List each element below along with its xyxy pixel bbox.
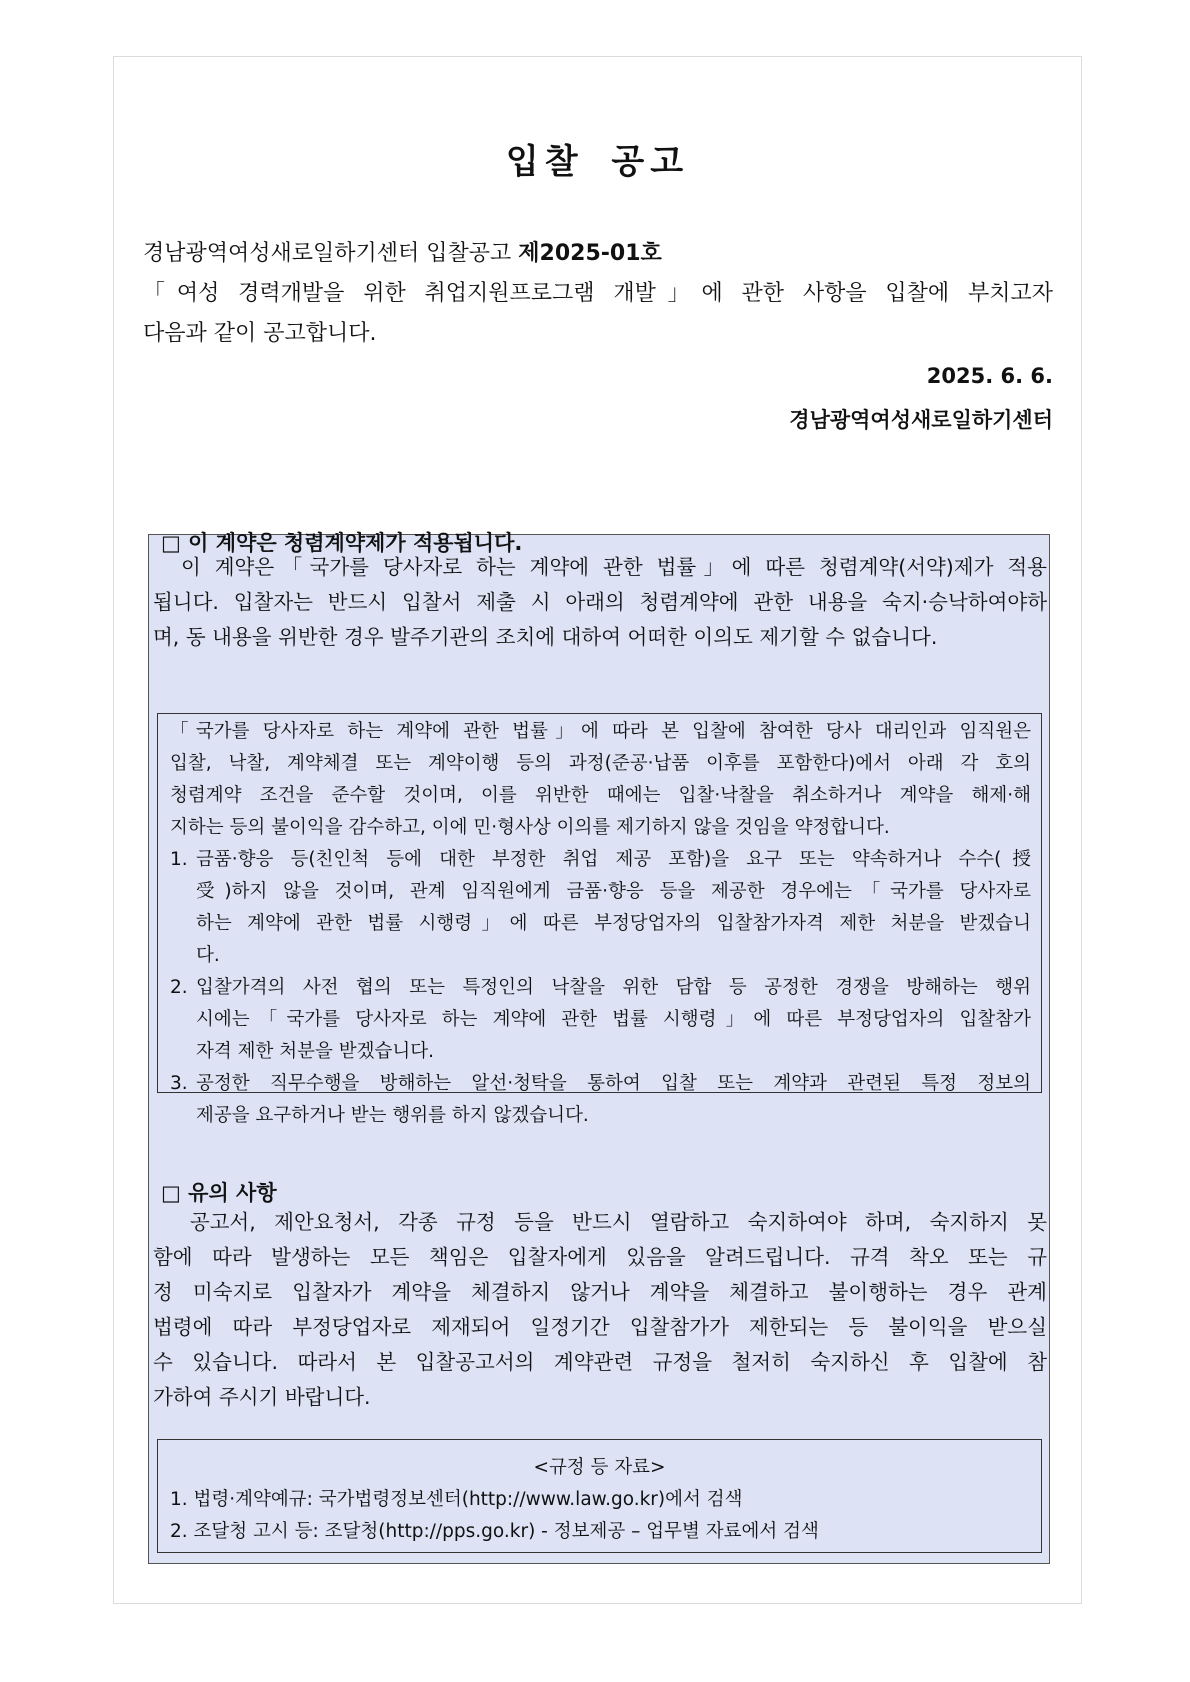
pledge-item-line: 제공을 요구하거나 받는 행위를 하지 않겠습니다. — [196, 1105, 589, 1126]
integrity-body — [153, 550, 1047, 655]
pledge-item-line: 하는 계약에 관한 법률 시행령」에 따른 부정당업자의 입찰참가자격 제한 처분을 받겠습니 — [196, 913, 1031, 934]
announcement-date: 2025. 6. 6. — [926, 364, 1053, 388]
issuing-organization: 경남광역여성새로일하기센터 — [789, 408, 1053, 432]
pledge-item-3 — [170, 1068, 1031, 1132]
reference-item-1: 1. 법령·계약예규: 국가법령정보센터(http://www.law.go.kr)에서 검색 — [170, 1489, 743, 1510]
reference-item-2: 2. 조달청 고시 등: 조달청(http://pps.go.kr) - 정보제공 – 업무별 자료에서 검색 — [170, 1521, 819, 1542]
pledge-item-line: 다. — [196, 945, 220, 966]
pledge-item-number: 3. — [170, 1073, 188, 1094]
page-title: 입찰 공고 — [505, 142, 690, 182]
notice-line-2: 함에 따라 발생하는 모든 책임은 입찰자에게 있음을 알려드립니다. 규격 착오 또는 규 — [153, 1245, 1047, 1269]
pledge-item-line: 공정한 직무수행을 방해하는 알선·청탁을 통하여 입찰 또는 계약과 관련된 특정 정보의 — [196, 1073, 1031, 1094]
announcement-number: 제2025-01호 — [518, 241, 662, 266]
notice-line-6: 가하여 주시기 바랍니다. — [153, 1385, 371, 1409]
announcement-intro — [143, 234, 1053, 354]
pledge-paragraph — [158, 714, 1041, 844]
info-box — [148, 531, 1050, 1564]
pledge-item-number: 1. — [170, 849, 188, 870]
pledge-item-line: 受)하지 않을 것이며, 관계 임직원에게 금품·향응 등을 제공한 경우에는「국가를 당사자로 — [196, 881, 1031, 902]
intro-line-1 — [143, 234, 1053, 274]
references-title: <규정 등 자료> — [533, 1457, 666, 1478]
intro-line-2: 「여성 경력개발을 위한 취업지원프로그램 개발」에 관한 사항을 입찰에 부치고자 — [143, 281, 1053, 306]
pledge-list — [158, 844, 1041, 1132]
integrity-line-2: 됩니다. 입찰자는 반드시 입찰서 제출 시 아래의 청렴계약에 관한 내용을 숙지·승낙하여야하 — [153, 590, 1047, 614]
pledge-item-line: 시에는「국가를 당사자로 하는 계약에 관한 법률 시행령」에 따른 부정당업자의 입찰참가 — [196, 1009, 1031, 1030]
integrity-pledge-box — [157, 713, 1042, 1126]
notice-line-4: 법령에 따라 부정당업자로 제재되어 일정기간 입찰참가가 제한되는 등 불이익을 받으실 — [153, 1315, 1047, 1339]
notice-line-5: 수 있습니다. 따라서 본 입찰공고서의 계약관련 규정을 철저히 숙지하신 후 입찰에 참 — [153, 1350, 1047, 1374]
pledge-item-line: 자격 제한 처분을 받겠습니다. — [196, 1041, 434, 1062]
notice-line-1: 공고서, 제안요청서, 각종 규정 등을 반드시 열람하고 숙지하여야 하며, 숙지하지 못 — [153, 1210, 1047, 1234]
pledge-item-number: 2. — [170, 977, 188, 998]
references-box — [157, 1439, 1042, 1553]
pledge-line: 「국가를 당사자로 하는 계약에 관한 법률」에 따라 본 입찰에 참여한 당사 대리인과 임직원은 — [170, 721, 1031, 742]
integrity-line-3: 며, 동 내용을 위반한 경우 발주기관의 조치에 대하여 어떠한 이의도 제기할 수 없습니다. — [153, 625, 938, 649]
notice-line-3: 정 미숙지로 입찰자가 계약을 체결하지 않거나 계약을 체결하고 불이행하는 경우 관계 — [153, 1280, 1047, 1304]
pledge-item-line: 금품·향응 등(친인척 등에 대한 부정한 취업 제공 포함)을 요구 또는 약속하거나 수수(授 — [196, 849, 1031, 870]
pledge-item-2 — [170, 972, 1031, 1068]
pledge-item-1 — [170, 844, 1031, 972]
pledge-item-line: 입찰가격의 사전 협의 또는 특정인의 낙찰을 위한 담합 등 공정한 경쟁을 방해하는 행위 — [196, 977, 1031, 998]
pledge-line: 입찰, 낙찰, 계약체결 또는 계약이행 등의 과정(준공·납품 이후를 포함한다)에서 아래 각 호의 — [170, 753, 1031, 774]
pledge-line: 청렴계약 조건을 준수할 것이며, 이를 위반한 때에는 입찰·낙찰을 취소하거나 계약을 해제·해 — [170, 785, 1031, 806]
notice-section-heading: □ 유의 사항 — [161, 1181, 277, 1205]
integrity-line-1: 이 계약은「국가를 당사자로 하는 계약에 관한 법률」에 따른 청렴계약(서약)제가 적용 — [153, 555, 1047, 579]
pledge-line: 지하는 등의 불이익을 감수하고, 이에 민·형사상 이의를 제기하지 않을 것임을 약정합니다. — [170, 817, 890, 838]
intro-line-3: 다음과 같이 공고합니다. — [143, 321, 377, 346]
intro-org-label: 경남광역여성새로일하기센터 입찰공고 — [143, 241, 519, 266]
integrity-section-heading: □ 이 계약은 청렴계약제가 적용됩니다. — [161, 531, 523, 555]
notice-body — [153, 1205, 1047, 1415]
